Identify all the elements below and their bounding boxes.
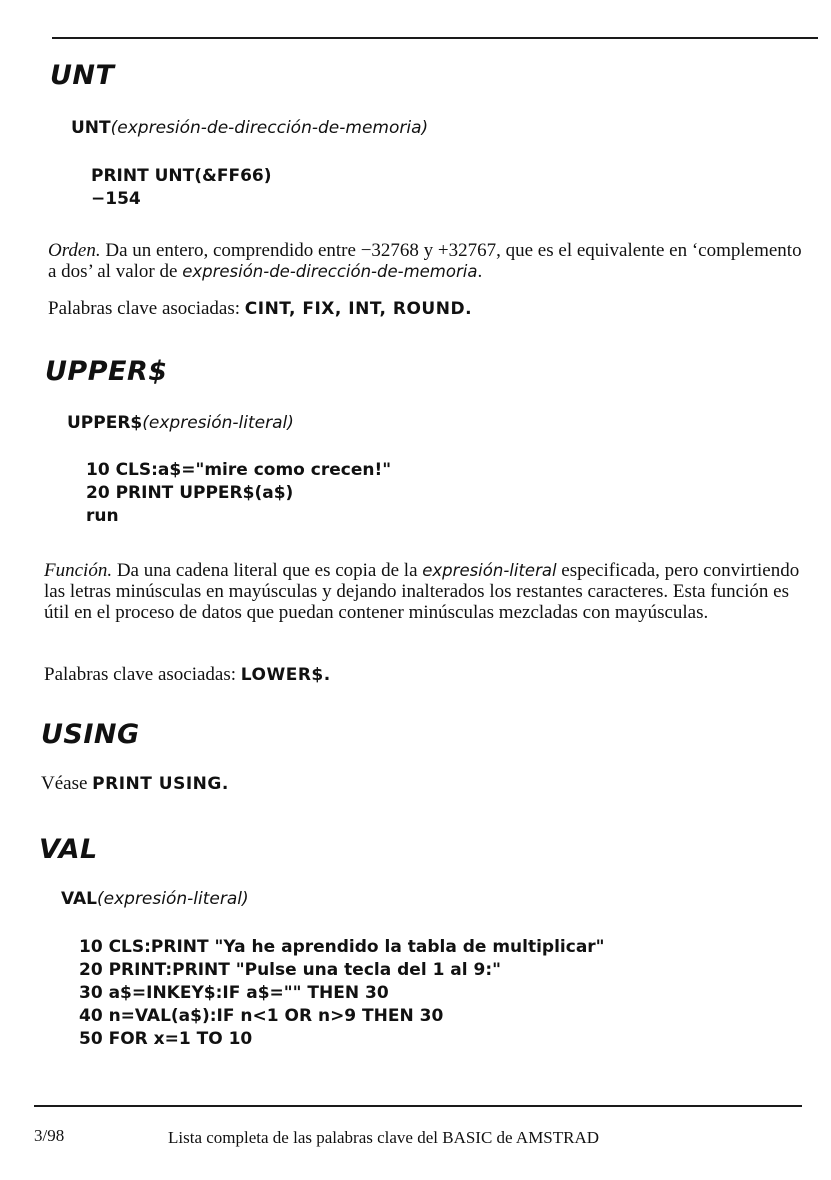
description-term: expresión-de-dirección-de-memoria <box>182 262 478 281</box>
keyword-heading-val: VAL <box>39 834 98 865</box>
keyword-heading-unt: UNT <box>50 60 115 91</box>
code-line: 50 FOR x=1 TO 10 <box>79 1029 253 1049</box>
code-line: −154 <box>91 189 141 209</box>
footer-title: Lista completa de las palabras clave del BASIC de AMSTRAD <box>168 1128 600 1147</box>
description-term: expresión-literal <box>422 561 557 580</box>
syntax-keyword: UNT <box>71 118 111 138</box>
syntax-upper <box>67 413 294 433</box>
related-keywords-unt: Palabras clave asociadas: CINT, FIX, INT, ROUND. <box>48 298 473 319</box>
top-rule <box>52 37 818 39</box>
bottom-rule <box>34 1105 802 1107</box>
page-number: 3/98 <box>34 1126 65 1145</box>
syntax-unt <box>71 118 428 138</box>
syntax-val <box>61 889 249 909</box>
description-lead: Orden. <box>48 240 101 261</box>
syntax-keyword: VAL <box>61 889 97 909</box>
code-line: 20 PRINT UPPER$(a$) <box>86 483 294 503</box>
code-line: 10 CLS:a$="mire como crecen!" <box>86 460 392 480</box>
syntax-argument: (expresión-de-dirección-de-memoria) <box>110 118 429 138</box>
code-example-unt <box>91 165 272 211</box>
code-line: 30 a$=INKEY$:IF a$="" THEN 30 <box>79 983 389 1003</box>
related-keywords-upper: Palabras clave asociadas: LOWER$. <box>44 664 331 685</box>
code-example-val <box>79 936 605 1051</box>
code-line: PRINT UNT(&FF66) <box>91 166 272 186</box>
related-keywords: LOWER$ <box>240 665 324 685</box>
keyword-heading-using: USING <box>41 719 140 750</box>
description-upper: Función. Da una cadena literal que es copia de la expresión-literal especificada, pero convirtiendo las letras minúsculas en mayúsculas y dejando inalterados los restantes caracteres. Esta función es útil en el proceso de datos que puedan contener minúsculas mezcladas con mayúsculas. <box>44 560 800 623</box>
code-line: 10 CLS:PRINT "Ya he aprendido la tabla de multiplicar" <box>79 937 605 957</box>
see-also-using: Véase PRINT USING. <box>41 773 229 794</box>
syntax-argument: (expresión-literal) <box>97 889 249 909</box>
keyword-heading-upper: UPPER$ <box>45 356 168 387</box>
code-line: run <box>86 506 119 526</box>
syntax-keyword: UPPER$ <box>67 413 143 433</box>
related-keywords: CINT, FIX, INT, ROUND <box>244 299 466 319</box>
code-example-upper <box>86 459 391 528</box>
description-lead: Función. <box>44 560 113 581</box>
see-reference: PRINT USING <box>92 774 222 794</box>
code-line: 40 n=VAL(a$):IF n<1 OR n>9 THEN 30 <box>79 1006 444 1026</box>
code-line: 20 PRINT:PRINT "Pulse una tecla del 1 al 9:" <box>79 960 502 980</box>
description-unt: Orden. Da un entero, comprendido entre −32768 y +32767, que es el equivalente en ‘complemento a dos’ al valor de expresión-de-dirección-de-memoria. <box>48 240 802 282</box>
syntax-argument: (expresión-literal) <box>142 413 294 433</box>
